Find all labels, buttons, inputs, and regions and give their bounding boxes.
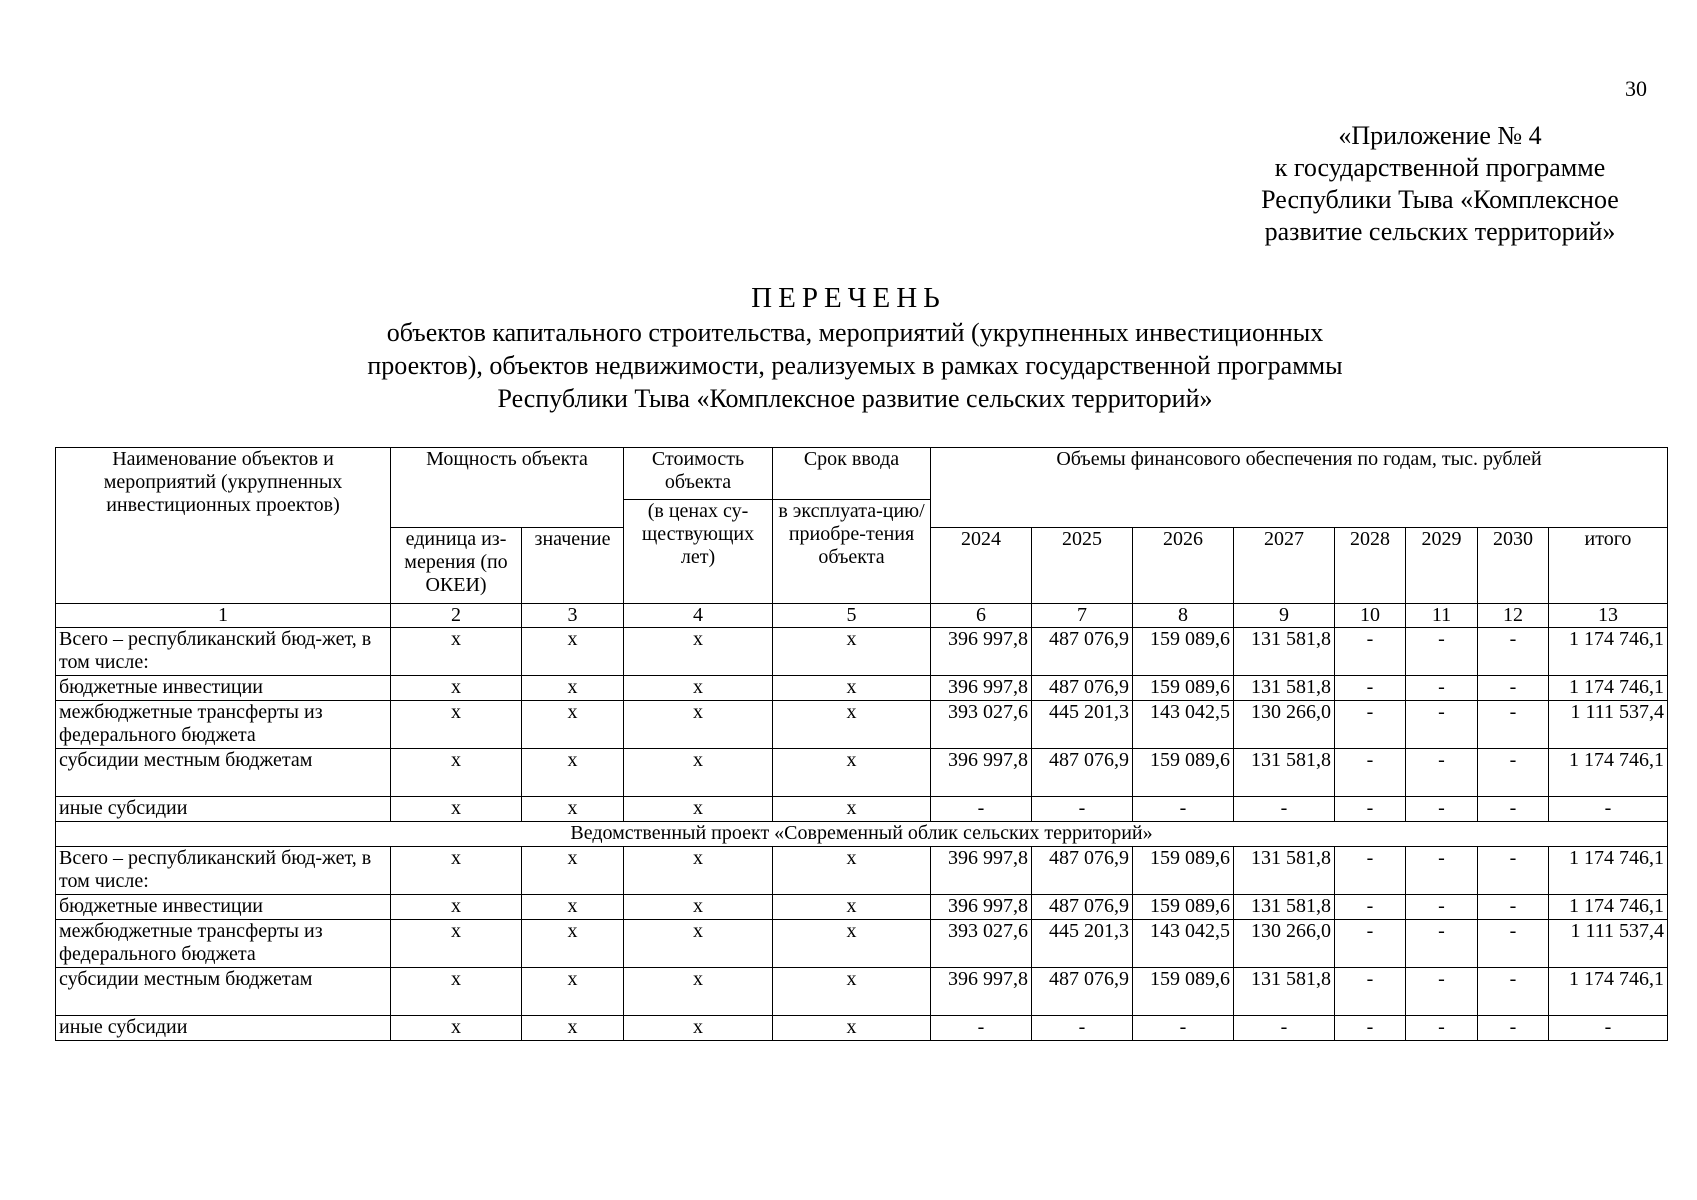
column-number: 5: [773, 604, 931, 628]
row-cell: 396 997,8: [931, 968, 1032, 1016]
row-cell: -: [1335, 1016, 1406, 1041]
row-cell: х: [773, 676, 931, 701]
row-cell: х: [522, 920, 624, 968]
row-cell: 131 581,8: [1234, 628, 1335, 676]
section-row: [56, 822, 1668, 847]
row-name: межбюджетные трансферты из федерального бюджета: [56, 701, 391, 749]
row-cell: 487 076,9: [1032, 895, 1133, 920]
row-cell: х: [773, 968, 931, 1016]
row-cell: х: [773, 895, 931, 920]
column-number: 11: [1406, 604, 1478, 628]
row-cell: -: [1478, 628, 1549, 676]
row-total: 1 174 746,1: [1549, 847, 1668, 895]
subtitle-line: объектов капитального строительства, мероприятий (укрупненных инвестиционных: [386, 318, 1324, 347]
row-cell: -: [1406, 847, 1478, 895]
row-cell: -: [1478, 676, 1549, 701]
row-cell: -: [1335, 749, 1406, 797]
header-year: 2024: [931, 528, 1032, 604]
row-cell: 131 581,8: [1234, 895, 1335, 920]
row-name: иные субсидии: [56, 797, 391, 822]
row-cell: х: [773, 749, 931, 797]
column-number: 6: [931, 604, 1032, 628]
row-cell: 445 201,3: [1032, 701, 1133, 749]
row-cell: -: [1406, 628, 1478, 676]
row-cell: х: [391, 749, 522, 797]
document-subtitle: [290, 316, 1420, 415]
row-cell: 445 201,3: [1032, 920, 1133, 968]
row-cell: 487 076,9: [1032, 847, 1133, 895]
table-row: [56, 895, 1668, 920]
header-year: 2025: [1032, 528, 1133, 604]
row-total: 1 174 746,1: [1549, 749, 1668, 797]
table-header: [56, 448, 1668, 604]
row-cell: х: [773, 1016, 931, 1041]
row-cell: -: [1478, 895, 1549, 920]
row-cell: 487 076,9: [1032, 749, 1133, 797]
header-total: итого: [1549, 528, 1668, 604]
row-cell: 143 042,5: [1133, 701, 1234, 749]
row-name: бюджетные инвестиции: [56, 676, 391, 701]
header-name: Наименование объектов и мероприятий (укрупненных инвестиционных проектов): [56, 448, 391, 604]
appendix-line: к государственной программе: [1274, 153, 1606, 182]
column-number: 1: [56, 604, 391, 628]
row-cell: 393 027,6: [931, 701, 1032, 749]
column-number: 4: [624, 604, 773, 628]
row-name: субсидии местным бюджетам: [56, 749, 391, 797]
column-number: 2: [391, 604, 522, 628]
table-row: [56, 920, 1668, 968]
row-cell: -: [1032, 1016, 1133, 1041]
row-cell: х: [773, 847, 931, 895]
row-cell: 159 089,6: [1133, 628, 1234, 676]
table-row: [56, 701, 1668, 749]
appendix-line: «Приложение № 4: [1338, 121, 1542, 150]
row-cell: х: [522, 676, 624, 701]
row-cell: х: [624, 701, 773, 749]
header-year: 2030: [1478, 528, 1549, 604]
column-number: 9: [1234, 604, 1335, 628]
row-cell: х: [624, 920, 773, 968]
row-cell: х: [391, 701, 522, 749]
header-year: 2026: [1133, 528, 1234, 604]
row-cell: -: [1406, 895, 1478, 920]
row-cell: х: [522, 968, 624, 1016]
appendix-header: [1200, 120, 1680, 248]
row-cell: х: [391, 895, 522, 920]
row-cell: 396 997,8: [931, 847, 1032, 895]
row-cell: х: [624, 895, 773, 920]
row-cell: -: [1406, 1016, 1478, 1041]
row-cell: 159 089,6: [1133, 749, 1234, 797]
row-cell: -: [1406, 968, 1478, 1016]
row-name: иные субсидии: [56, 1016, 391, 1041]
row-cell: х: [522, 797, 624, 822]
row-cell: х: [522, 847, 624, 895]
row-cell: 393 027,6: [931, 920, 1032, 968]
row-cell: -: [1406, 797, 1478, 822]
row-cell: х: [522, 1016, 624, 1041]
row-name: Всего – республиканский бюд-жет, в том числе:: [56, 847, 391, 895]
row-cell: 396 997,8: [931, 895, 1032, 920]
column-number: 7: [1032, 604, 1133, 628]
row-total: 1 174 746,1: [1549, 895, 1668, 920]
row-cell: 487 076,9: [1032, 676, 1133, 701]
row-cell: х: [522, 701, 624, 749]
row-cell: х: [391, 968, 522, 1016]
row-cell: -: [1335, 847, 1406, 895]
column-number: 10: [1335, 604, 1406, 628]
row-cell: -: [1234, 1016, 1335, 1041]
row-cell: 131 581,8: [1234, 968, 1335, 1016]
table-row: [56, 749, 1668, 797]
row-cell: -: [1335, 968, 1406, 1016]
row-cell: 130 266,0: [1234, 920, 1335, 968]
appendix-line: Республики Тыва «Комплексное: [1261, 185, 1619, 214]
column-number: 3: [522, 604, 624, 628]
row-cell: -: [1478, 797, 1549, 822]
column-number: 12: [1478, 604, 1549, 628]
table-row: [56, 628, 1668, 676]
row-total: -: [1549, 1016, 1668, 1041]
row-cell: -: [1478, 968, 1549, 1016]
row-cell: -: [1478, 701, 1549, 749]
row-cell: х: [522, 895, 624, 920]
section-title: Ведомственный проект «Современный облик сельских территорий»: [56, 822, 1668, 847]
row-cell: 487 076,9: [1032, 968, 1133, 1016]
row-cell: -: [1335, 676, 1406, 701]
page-number: 30: [1625, 76, 1647, 101]
row-cell: х: [624, 968, 773, 1016]
row-cell: -: [1406, 749, 1478, 797]
table-row: [56, 968, 1668, 1016]
table-row: [56, 1016, 1668, 1041]
row-cell: х: [391, 920, 522, 968]
row-cell: -: [1335, 797, 1406, 822]
row-total: -: [1549, 797, 1668, 822]
row-cell: х: [391, 847, 522, 895]
header-year: 2027: [1234, 528, 1335, 604]
row-cell: 159 089,6: [1133, 895, 1234, 920]
header-year: 2028: [1335, 528, 1406, 604]
row-cell: 130 266,0: [1234, 701, 1335, 749]
objects-table: [55, 447, 1668, 1041]
row-cell: 143 042,5: [1133, 920, 1234, 968]
header-term-sub: в эксплуата-цию/ приобре-тения объекта: [773, 500, 931, 604]
row-cell: -: [1478, 1016, 1549, 1041]
row-name: субсидии местным бюджетам: [56, 968, 391, 1016]
table-row: [56, 676, 1668, 701]
row-total: 1 174 746,1: [1549, 628, 1668, 676]
row-cell: х: [522, 628, 624, 676]
row-total: 1 174 746,1: [1549, 968, 1668, 1016]
header-value: значение: [522, 528, 624, 604]
row-name: Всего – республиканский бюд-жет, в том числе:: [56, 628, 391, 676]
row-cell: -: [1335, 701, 1406, 749]
row-cell: -: [1133, 797, 1234, 822]
header-capacity: Мощность объекта: [391, 448, 624, 528]
table-row: [56, 847, 1668, 895]
row-cell: х: [391, 1016, 522, 1041]
row-cell: х: [522, 749, 624, 797]
row-cell: х: [624, 749, 773, 797]
row-cell: -: [1234, 797, 1335, 822]
row-cell: 131 581,8: [1234, 847, 1335, 895]
row-cell: х: [773, 920, 931, 968]
row-cell: х: [624, 847, 773, 895]
row-name: бюджетные инвестиции: [56, 895, 391, 920]
row-cell: 487 076,9: [1032, 628, 1133, 676]
row-cell: 396 997,8: [931, 676, 1032, 701]
document-title: ПЕРЕЧЕНЬ: [751, 282, 946, 314]
row-cell: х: [391, 628, 522, 676]
header-term: Срок ввода: [773, 448, 931, 500]
subtitle-line: Республики Тыва «Комплексное развитие сельских территорий»: [497, 384, 1213, 413]
appendix-line: развитие сельских территорий»: [1264, 217, 1616, 246]
row-cell: -: [1032, 797, 1133, 822]
header-year: 2029: [1406, 528, 1478, 604]
row-cell: -: [931, 1016, 1032, 1041]
row-cell: -: [1335, 895, 1406, 920]
row-cell: 159 089,6: [1133, 847, 1234, 895]
row-cell: -: [1478, 920, 1549, 968]
row-cell: 131 581,8: [1234, 676, 1335, 701]
row-cell: х: [624, 676, 773, 701]
row-cell: 396 997,8: [931, 749, 1032, 797]
table-body: [56, 604, 1668, 1041]
row-cell: х: [773, 628, 931, 676]
row-cell: -: [1478, 749, 1549, 797]
row-cell: 131 581,8: [1234, 749, 1335, 797]
header-cost: Стоимость объекта: [624, 448, 773, 500]
row-cell: -: [1335, 920, 1406, 968]
header-cost-sub: (в ценах су-ществующих лет): [624, 500, 773, 604]
row-cell: -: [1133, 1016, 1234, 1041]
row-total: 1 174 746,1: [1549, 676, 1668, 701]
table-row: [56, 797, 1668, 822]
row-cell: х: [391, 676, 522, 701]
row-cell: -: [1406, 701, 1478, 749]
row-cell: 396 997,8: [931, 628, 1032, 676]
row-cell: 159 089,6: [1133, 676, 1234, 701]
row-cell: х: [773, 701, 931, 749]
row-cell: -: [1406, 676, 1478, 701]
header-unit: единица из-мерения (по ОКЕИ): [391, 528, 522, 604]
row-cell: х: [624, 797, 773, 822]
row-cell: 159 089,6: [1133, 968, 1234, 1016]
row-cell: -: [1335, 628, 1406, 676]
row-cell: -: [1478, 847, 1549, 895]
row-cell: х: [773, 797, 931, 822]
row-cell: -: [931, 797, 1032, 822]
row-cell: х: [624, 1016, 773, 1041]
subtitle-line: проектов), объектов недвижимости, реализуемых в рамках государственной программы: [367, 351, 1343, 380]
row-cell: х: [391, 797, 522, 822]
column-number: 8: [1133, 604, 1234, 628]
row-cell: -: [1406, 920, 1478, 968]
row-cell: х: [624, 628, 773, 676]
row-name: межбюджетные трансферты из федерального бюджета: [56, 920, 391, 968]
column-number: 13: [1549, 604, 1668, 628]
row-total: 1 111 537,4: [1549, 701, 1668, 749]
row-total: 1 111 537,4: [1549, 920, 1668, 968]
column-number-row: [56, 604, 1668, 628]
header-financing: Объемы финансового обеспечения по годам, тыс. рублей: [931, 448, 1668, 528]
